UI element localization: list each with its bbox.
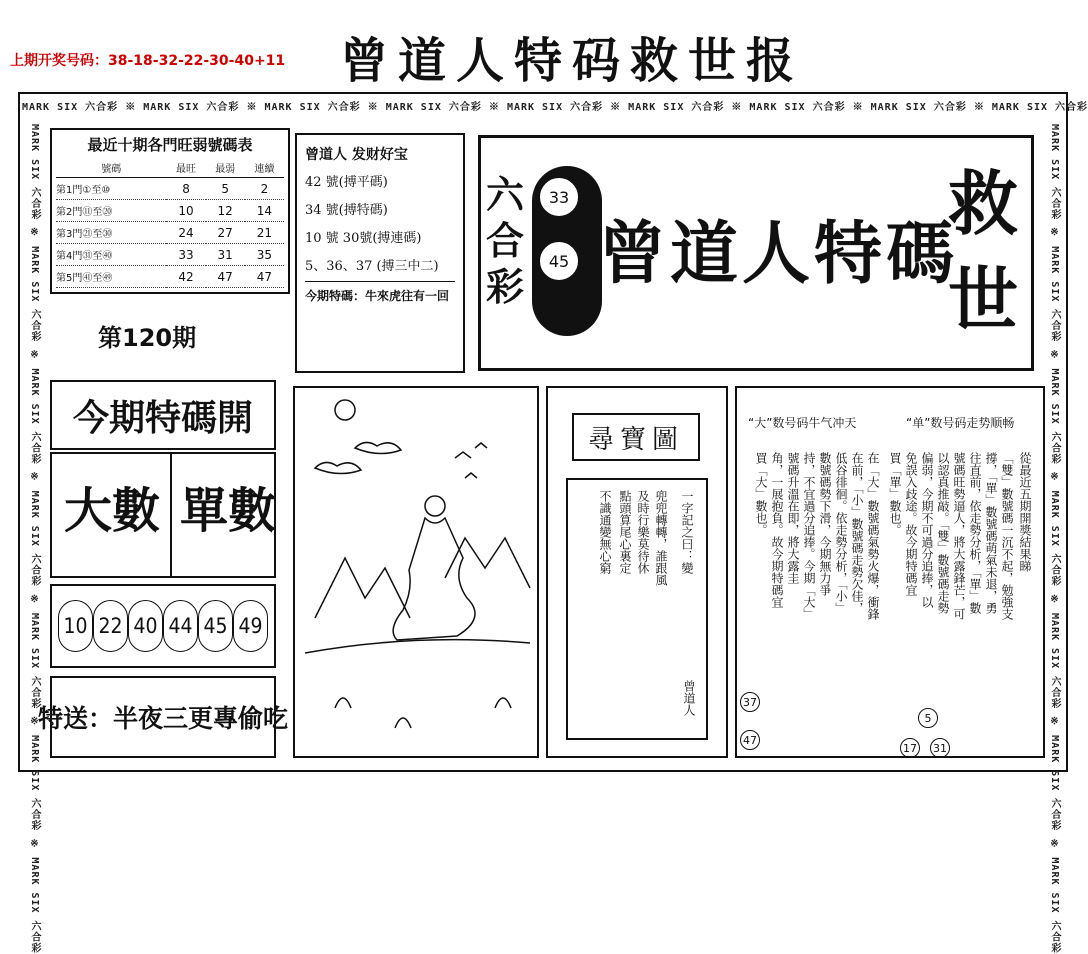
ball-icon: 45 xyxy=(538,240,580,282)
single-label: 單數 xyxy=(180,483,277,539)
special-headline: 今期特碼開 xyxy=(50,380,276,450)
number-circle: 5 xyxy=(918,708,938,728)
article-column: 號碼升溫在即，將大露圭 xyxy=(786,452,800,584)
banner-right-text: 救世 xyxy=(948,162,1018,341)
tips-heading: 曾道人 发财好宝 xyxy=(305,147,408,163)
article-column: 「雙」數號碼一沉不起，勉強支 xyxy=(1000,452,1014,620)
previous-draw-result: 上期开奖号码：38-18-32-22-30-40+11 xyxy=(10,53,286,69)
treasure-signature: 曾道人 xyxy=(682,680,696,716)
number-chip: 10 xyxy=(58,600,93,652)
ball-icon: 33 xyxy=(538,176,580,218)
table-row: 第5門㊶至㊾ 42 47 47 xyxy=(56,266,284,288)
door-stats-table xyxy=(50,128,290,294)
stats-col-header: 連續 xyxy=(245,158,284,178)
article-column: 在「大」數號碼氣勢火爆，衝鋒 xyxy=(866,452,880,620)
treasure-line: 不識通變無心窮 xyxy=(598,490,612,574)
table-row: 第3門㉑至㉚ 24 27 21 xyxy=(56,222,284,244)
stats-col-header: 最旺 xyxy=(166,158,205,178)
number-circle: 47 xyxy=(740,730,760,750)
article-column: 低谷徘徊。依走勢分析，「小」 xyxy=(834,452,848,614)
table-row: 第1門①至⑩ 8 5 2 xyxy=(56,178,284,200)
left-band: MARK SIX 六合彩 ※ MARK SIX 六合彩 ※ MARK SIX 六合彩 ※ MARK SIX 六合彩 ※ MARK SIX 六合彩 ※ MARK SIX 六合彩 ※ MARK SIX 六合彩 xyxy=(29,124,40,954)
top-band: MARK SIX 六合彩 ※ MARK SIX 六合彩 ※ MARK SIX 六合彩 ※ MARK SIX 六合彩 ※ MARK SIX 六合彩 ※ MARK SIX 六合彩 ※ MARK SIX 六合彩 ※ MARK SIX 六合彩 ※ MARK SIX 六合彩 xyxy=(22,102,1088,113)
article-column: 免誤入歧途。故今期特碼宜 xyxy=(904,452,918,596)
paper-title: 曾道人特码救世报 xyxy=(340,33,805,89)
article-column: 角，一展抱負。故今期特碼宜 xyxy=(770,452,784,608)
article-column: 號碼旺勢逼人，將大露鋒芒，可 xyxy=(952,452,966,620)
article-column: 持，不宜過分追捧。今期「大」 xyxy=(802,452,816,620)
article-column: 數號碼勢下滑，今期無力爭 xyxy=(818,452,832,596)
article-column: 往直前，依走勢分析，「單」數 xyxy=(968,452,982,614)
article-column: 以認真推敲。「雙」數號碼走勢 xyxy=(936,452,950,614)
number-list xyxy=(50,584,276,668)
stats-col-header: 最弱 xyxy=(206,158,245,178)
treasure-line: 一字記之曰：變 xyxy=(680,490,694,574)
number-circle: 17 xyxy=(900,738,920,758)
divider xyxy=(170,452,172,578)
stats-title: 最近十期各門旺弱號碼表 xyxy=(87,136,253,154)
illustration xyxy=(293,386,539,758)
tip-line: 5、36、37 (搏三中二) xyxy=(305,259,439,274)
article-heading-single: “单”数号码走势顺畅 xyxy=(906,416,1015,430)
number-circle: 37 xyxy=(740,692,760,712)
banner-left-text: 六合彩 xyxy=(486,172,525,309)
table-row: 第2門⑪至⑳ 10 12 14 xyxy=(56,200,284,222)
banner-title: 曾道人特碼 xyxy=(598,214,959,294)
number-chip: 45 xyxy=(198,600,233,652)
tips-box xyxy=(295,133,465,373)
treasure-line: 兜兜轉轉，誰跟風 xyxy=(654,490,668,586)
article-heading-big: “大”数号码牛气冲天 xyxy=(748,416,857,430)
scholar-illustration xyxy=(295,388,537,756)
issue-number: 第120期 xyxy=(98,324,197,352)
stats-col-header: 號碼 xyxy=(56,158,166,178)
number-circle: 31 xyxy=(930,738,950,758)
number-chip: 49 xyxy=(233,600,268,652)
number-chip: 44 xyxy=(163,600,198,652)
special-tip: 今期特碼：牛來虎往有一回 xyxy=(305,281,455,310)
tip-line: 34 號(搏特碼) xyxy=(305,203,388,218)
article-column: 撐，「單」數號碼萌氣未退，勇 xyxy=(984,452,998,614)
article-column: 從最近五期開獎結果睇 xyxy=(1018,452,1032,572)
treasure-line: 點頭算尾心裏定 xyxy=(618,490,632,574)
article-column: 偏弱，今期不可過分追捧，以 xyxy=(920,452,934,608)
article-column: 買「單」數也。 xyxy=(888,452,902,536)
big-label: 大數 xyxy=(64,483,161,539)
right-band: MARK SIX 六合彩 ※ MARK SIX 六合彩 ※ MARK SIX 六合彩 ※ MARK SIX 六合彩 ※ MARK SIX 六合彩 ※ MARK SIX 六合彩 ※ MARK SIX 六合彩 xyxy=(1049,124,1060,954)
number-chip: 40 xyxy=(128,600,163,652)
article-column: 買「大」數也。 xyxy=(754,452,768,536)
tip-line: 42 號(搏平碼) xyxy=(305,175,388,190)
special-send: 特送：半夜三更專偷吃 xyxy=(50,676,276,758)
tip-line: 10 號 30號(搏連碼) xyxy=(305,231,422,246)
article-column: 在前，「小」數號碼走勢欠佳， xyxy=(850,452,864,614)
table-row: 第4門㉛至㊵ 33 31 35 xyxy=(56,244,284,266)
treasure-line: 及時行樂莫待休 xyxy=(636,490,650,574)
treasure-title: 尋寶圖 xyxy=(572,413,700,461)
number-chip: 22 xyxy=(93,600,128,652)
